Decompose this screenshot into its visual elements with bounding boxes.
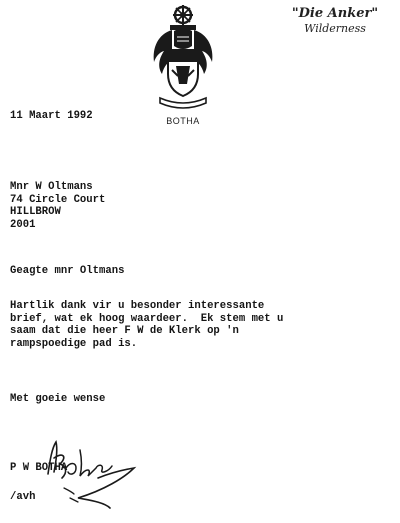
body-line: rampspoedige pad is. — [10, 337, 138, 350]
signatory-name: P W BOTHA — [10, 462, 68, 474]
recipient-street: 74 Circle Court — [10, 193, 106, 206]
recipient-code: 2001 — [10, 218, 36, 231]
house-place: Wilderness — [304, 22, 366, 35]
body-line: Hartlik dank vir u besonder interessante — [10, 300, 265, 312]
letter-date: 11 Maart 1992 — [10, 110, 93, 122]
body-line: saam dat die heer F W de Klerk op 'n — [10, 325, 239, 337]
signature-icon — [38, 438, 140, 518]
body-line: brief, wat ek hoog waardeer. Ek stem met u — [10, 312, 284, 325]
closing: Met goeie wense — [10, 393, 106, 405]
greeting: Geagte mnr Oltmans — [10, 265, 125, 277]
letter-body — [10, 300, 283, 350]
recipient-area: HILLBROW — [10, 206, 61, 218]
recipient-address — [10, 181, 105, 231]
recipient-name: Mnr W Oltmans — [10, 181, 93, 193]
family-crest-icon — [150, 4, 216, 112]
crest-name: BOTHA — [166, 116, 200, 126]
reference-initials: /avh — [10, 491, 36, 503]
house-name: "Die Anker" — [291, 6, 379, 21]
house-address — [280, 6, 390, 36]
